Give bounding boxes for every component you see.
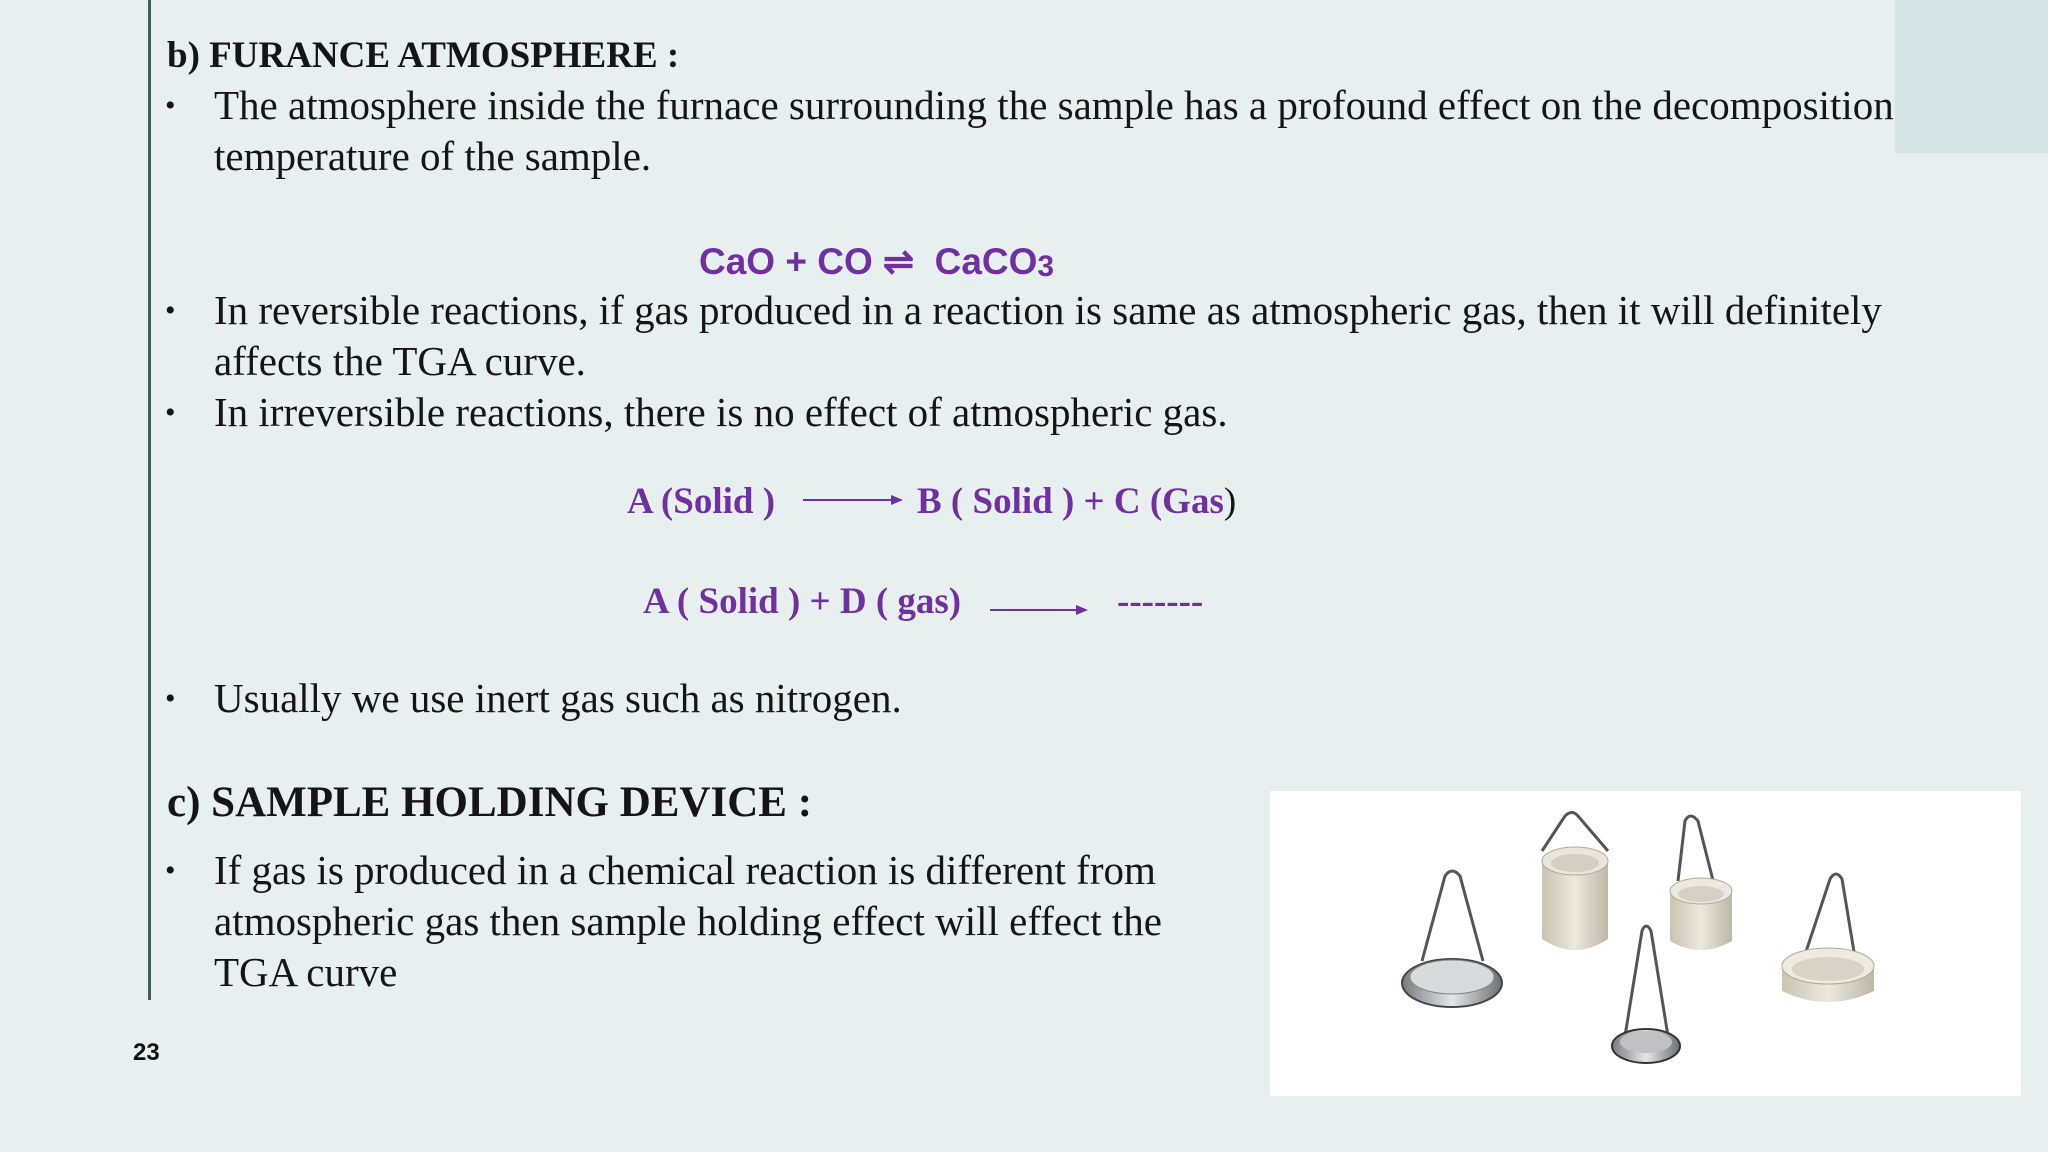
reaction-1-right — [917, 480, 1236, 523]
reaction-arrow-icon — [803, 493, 903, 507]
left-rule — [148, 0, 151, 1000]
bullet-reversible-line-2: affects the TGA curve. — [214, 338, 586, 384]
bullet-reversible-line-1: In reversible reactions, if gas produced in a reaction is same as atmospheric gas, then it will definitely — [214, 287, 1882, 333]
equation-right: CaCO — [934, 241, 1038, 282]
corner-accent — [1895, 0, 2048, 153]
bullet-marker: • — [165, 854, 176, 887]
bullet-marker: • — [165, 396, 176, 429]
equilibrium-arrow-icon: ⇌ — [883, 241, 915, 282]
reaction-2-left: A ( Solid ) + D ( gas) — [643, 581, 962, 622]
bullet-marker: • — [165, 294, 176, 327]
heading-sample-holding-device: c) SAMPLE HOLDING DEVICE : — [167, 779, 813, 826]
equation-left: CaO + CO — [699, 241, 873, 282]
bullet-marker: • — [165, 89, 176, 122]
metal-pan-left-icon — [1402, 871, 1502, 1007]
heading-furnace-atmosphere: b) FURANCE ATMOSPHERE : — [167, 35, 680, 76]
bullet-sample-holder-line-2: atmospheric gas then sample holding effect will effect the — [214, 898, 1163, 944]
reaction-2-right: ------- — [1117, 581, 1204, 622]
ceramic-pan-right-icon — [1782, 874, 1874, 1002]
reaction-1-left: A (Solid ) — [627, 481, 776, 522]
bullet-atmosphere-line-2: temperature of the sample. — [214, 133, 652, 179]
reaction-1-products: B ( Solid ) + C (Gas — [917, 481, 1224, 522]
bullet-marker: • — [165, 682, 176, 715]
bullet-inert-gas: Usually we use inert gas such as nitrogen. — [214, 675, 902, 721]
crucible-holders-image — [1270, 791, 2021, 1096]
ceramic-crucible-short-icon — [1670, 816, 1732, 950]
reaction-arrow-icon — [990, 603, 1088, 617]
equilibrium-equation — [699, 240, 1054, 284]
bullet-sample-holder-line-3: TGA curve — [214, 949, 398, 995]
crucibles-illustration — [1270, 791, 2021, 1096]
bullet-irreversible: In irreversible reactions, there is no effect of atmospheric gas. — [214, 389, 1228, 435]
ceramic-crucible-tall-icon — [1542, 813, 1608, 951]
page-number: 23 — [133, 1039, 160, 1066]
metal-pan-front-icon — [1612, 926, 1680, 1063]
equation-subscript: 3 — [1037, 250, 1055, 283]
reaction-1-close-paren: ) — [1223, 481, 1237, 522]
bullet-atmosphere-line-1: The atmosphere inside the furnace surrounding the sample has a profound effect on the decomposition — [214, 82, 1894, 128]
bullet-sample-holder-line-1: If gas is produced in a chemical reaction is different from — [214, 847, 1156, 893]
